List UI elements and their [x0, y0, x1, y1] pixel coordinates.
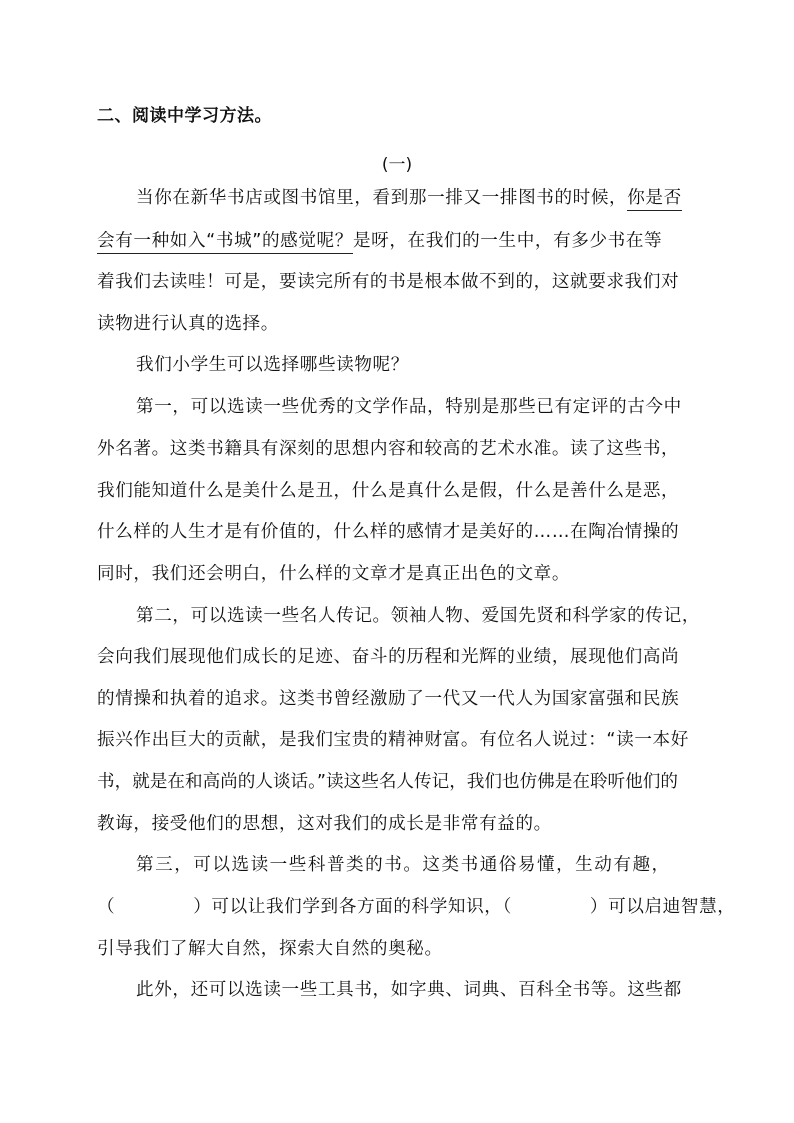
text-line: 我们能知道什么是美什么是丑，什么是真什么是假，什么是善什么是恶，	[97, 481, 680, 501]
text-line: 着我们去读哇！可是，要读完所有的书是根本做不到的，这就要求我们对	[97, 272, 680, 292]
text-line: 会向我们展现他们成长的足迹、奋斗的历程和光辉的业绩，展现他们高尚	[97, 647, 680, 667]
text-line: 读物进行认真的选择。	[97, 314, 279, 334]
underlined-phrase: 你是否	[627, 188, 682, 211]
text-line: 第二，可以选读一些名人传记。领袖人物、爱国先贤和科学家的传记，	[136, 606, 701, 626]
text-line: 第一，可以选读一些优秀的文学作品，特别是那些已有定评的古今中	[136, 397, 682, 417]
text-line: 此外，还可以选读一些工具书，如字典、词典、百科全书等。这些都	[136, 980, 682, 1000]
text-line: 同时，我们还会明白，什么样的文章才是真正出色的文章。	[97, 564, 571, 584]
text-line: 我们小学生可以选择哪些读物呢？	[136, 355, 409, 375]
text-line: 的情操和执着的追求。这类书曾经激励了一代又一代人为国家富强和民族	[97, 689, 680, 709]
text-line: 外名著。这类书籍具有深刻的思想内容和较高的艺术水准。读了这些书，	[97, 439, 680, 459]
section-heading: 二、阅读中学习方法。	[97, 106, 272, 126]
text-line: 引导我们了解大自然，探索大自然的奥秘。	[97, 939, 443, 959]
text-line: 会有一种如入“书城”的感觉呢？是呀，在我们的一生中，有多少书在等	[97, 229, 662, 253]
text-line: 什么样的人生才是有价值的，什么样的感情才是美好的……在陶冶情操的	[97, 522, 680, 542]
text-line: 当你在新华书店或图书馆里，看到那一排又一排图书的时候，你是否	[136, 186, 682, 210]
text-line: 教诲，接受他们的思想，这对我们的成长是非常有益的。	[97, 814, 552, 834]
subsection-number: (一)	[381, 155, 413, 175]
text-line: （ ）可以让我们学到各方面的科学知识，（ ）可以启迪智慧，	[97, 897, 736, 917]
text-line: 振兴作出巨大的贡献，是我们宝贵的精神财富。有位名人说过：“读一本好	[97, 730, 689, 750]
text-line: 第三，可以选读一些科普类的书。这类书通俗易懂，生动有趣，	[136, 855, 671, 875]
underlined-phrase: 会有一种如入“书城”的感觉呢？	[97, 231, 353, 254]
text-line: 书，就是在和高尚的人谈话。”读这些名人传记，我们也仿佛是在聆听他们的	[97, 772, 678, 792]
